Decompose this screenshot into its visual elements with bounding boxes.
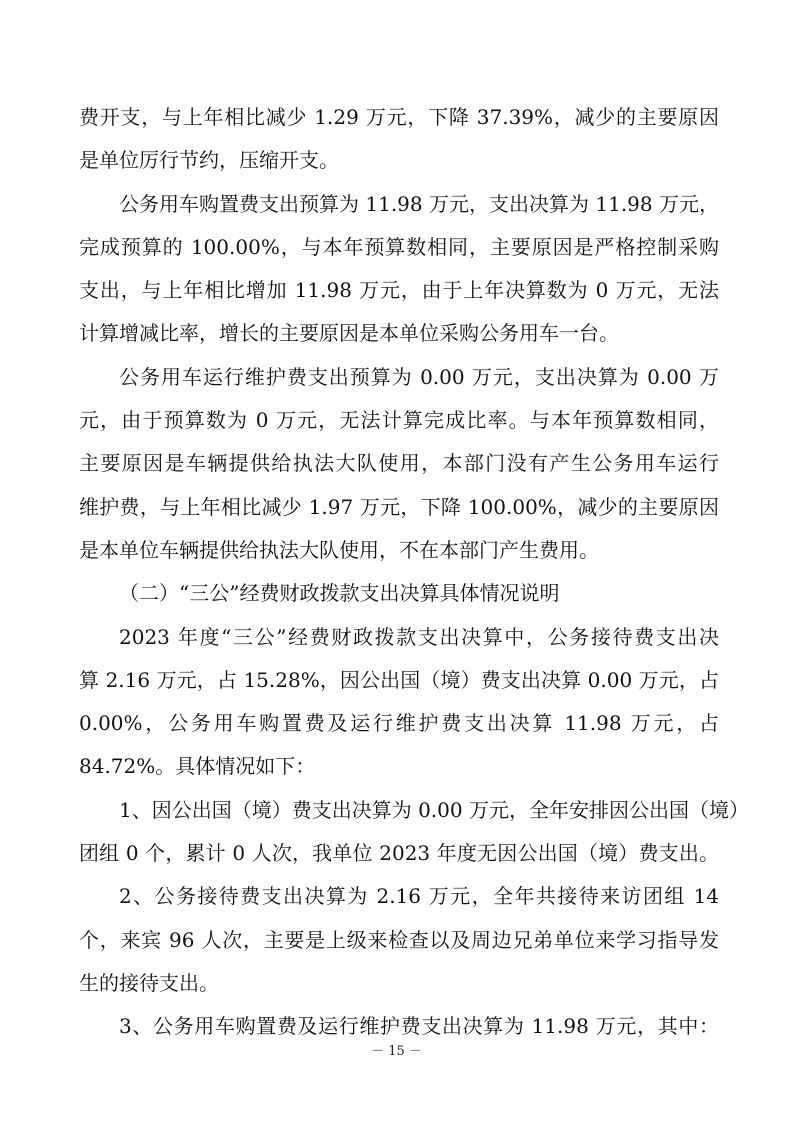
text-line: 2023 年度“三公”经费财政拨款支出决算中，公务接待费支出决 xyxy=(119,624,719,649)
text-line: 支出，与上年相比增加 11.98 万元，由于上年决算数为 0 万元，无法 xyxy=(79,278,719,303)
text-line: 公务用车运行维护费支出预算为 0.00 万元，支出决算为 0.00 万 xyxy=(119,364,719,389)
text-line: 维护费，与上年相比减少 1.97 万元，下降 100.00%，减少的主要原因 xyxy=(79,494,719,519)
text-line: 完成预算的 100.00%，与本年预算数相同，主要原因是严格控制采购 xyxy=(79,234,719,259)
body-text xyxy=(79,96,749,1049)
text-line: 算 2.16 万元，占 15.28%，因公出国（境）费支出决算 0.00 万元，占 xyxy=(79,667,719,692)
text-line: 个，来宾 96 人次，主要是上级来检查以及周边兄弟单位来学习指导发 xyxy=(79,927,719,952)
text-line: 84.72%。具体情况如下： xyxy=(79,754,316,779)
text-line: 主要原因是车辆提供给执法大队使用，本部门没有产生公务用车运行 xyxy=(79,451,719,476)
text-line: 公务用车购置费支出预算为 11.98 万元，支出决算为 11.98 万元， xyxy=(119,191,719,216)
text-line: 1、因公出国（境）费支出决算为 0.00 万元，全年安排因公出国（境） xyxy=(119,797,749,822)
text-line: 是本单位车辆提供给执法大队使用，不在本部门产生费用。 xyxy=(79,537,599,562)
page-number: － 15 － xyxy=(371,1044,422,1059)
text-line: 0.00%，公务用车购置费及运行维护费支出决算 11.98 万元，占 xyxy=(79,711,719,736)
text-line: 费开支，与上年相比减少 1.29 万元，下降 37.39%，减少的主要原因 xyxy=(79,105,719,129)
text-line: 计算增减比率，增长的主要原因是本单位采购公务用车一台。 xyxy=(79,321,619,346)
text-line: 2、公务接待费支出决算为 2.16 万元，全年共接待来访团组 14 xyxy=(119,884,719,909)
text-line: 元，由于预算数为 0 万元，无法计算完成比率。与本年预算数相同， xyxy=(79,408,719,433)
text-line: 团组 0 个，累计 0 人次，我单位 2023 年度无因公出国（境）费支出。 xyxy=(79,841,719,866)
text-line: 3、公务用车购置费及运行维护费支出决算为 11.98 万元，其中： xyxy=(119,1014,719,1039)
section-heading: （二）“三公”经费财政拨款支出决算具体情况说明 xyxy=(119,581,560,606)
text-line: 是单位厉行节约，压缩开支。 xyxy=(79,148,339,173)
text-line: 生的接待支出。 xyxy=(79,970,219,995)
